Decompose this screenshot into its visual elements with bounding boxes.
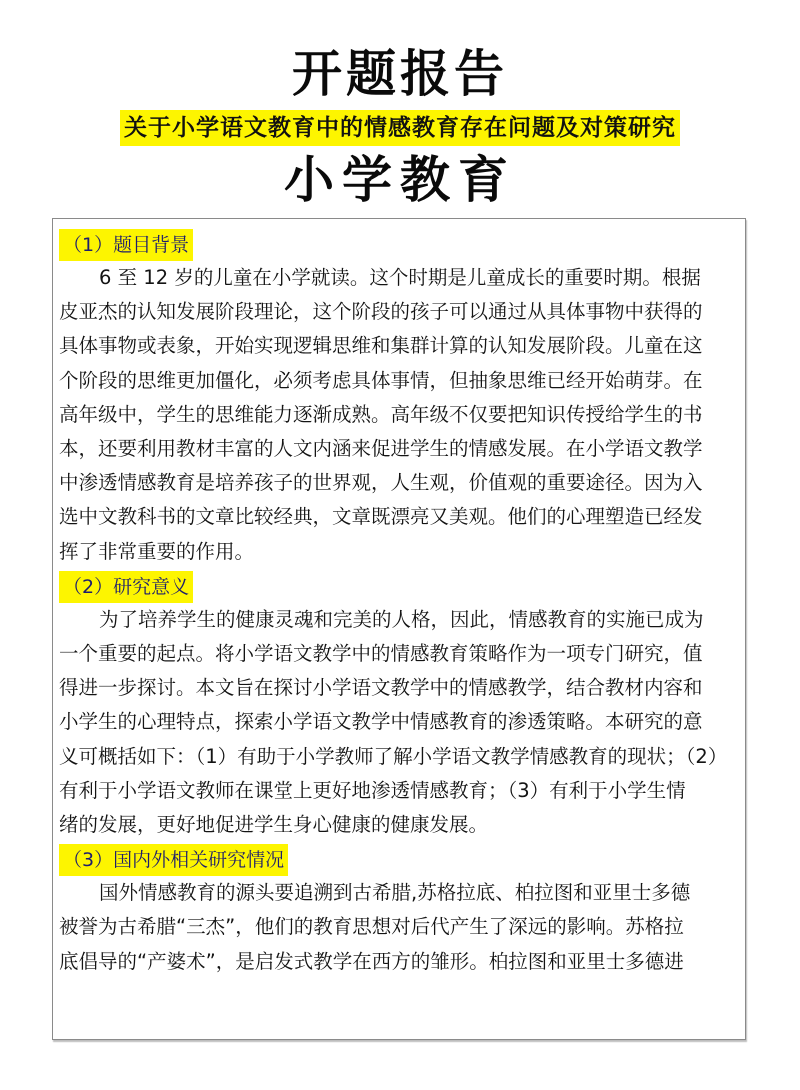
text-line: 小学生的心理特点，探索小学语文教学中情感教育的渗透策略。本研究的意 xyxy=(59,710,703,734)
text-line: 义可概括如下：（1）有助于小学教师了解小学语文教学情感教育的现状；（2） xyxy=(59,744,728,768)
subtitle-container xyxy=(0,110,800,146)
section-related-research xyxy=(59,842,739,979)
report-title: 开题报告 xyxy=(292,44,508,103)
text-line: 为了培养学生的健康灵魂和完美的人格，因此，情感教育的实施已成为 xyxy=(99,607,704,631)
text-line: 高年级中，学生的思维能力逐渐成熟。高年级不仅要把知识传授给学生的书 xyxy=(59,402,703,426)
document-body xyxy=(52,218,746,1040)
text-line: 有利于小学语文教师在课堂上更好地渗透情感教育；（3）有利于小学生情 xyxy=(59,778,686,802)
text-line: 选中文教科书的文章比较经典，文章既漂亮又美观。他们的心理塑造已经发 xyxy=(59,505,703,529)
text-line: 绪的发展，更好地促进学生身心健康的健康发展。 xyxy=(59,813,489,837)
text-line: 6 至 12 岁的儿童在小学就读。这个时期是儿童成长的重要时期。根据 xyxy=(99,266,701,289)
text-line: 中渗透情感教育是培养孩子的世界观，人生观，价值观的重要途径。因为入 xyxy=(59,471,703,495)
text-line: 具体事物或表象，开始实现逻辑思维和集群计算的认知发展阶段。儿童在这 xyxy=(59,334,703,358)
report-category: 小学教育 xyxy=(284,150,516,209)
text-line: 国外情感教育的源头要追溯到古希腊,苏格拉底、柏拉图和亚里士多德 xyxy=(99,881,691,905)
report-subtitle: 关于小学语文教育中的情感教育存在问题及对策研究 xyxy=(120,110,680,146)
text-line: 一个重要的起点。将小学语文教学中的情感教育策略作为一项专门研究，值 xyxy=(59,642,703,666)
section-paragraph xyxy=(59,261,739,569)
section-significance xyxy=(59,569,739,842)
section-heading: （1）题目背景 xyxy=(59,229,193,261)
section-background xyxy=(59,227,739,569)
text-line: 个阶段的思维更加僵化，必须考虑具体事情，但抽象思维已经开始萌芽。在 xyxy=(59,368,703,392)
text-line: 底倡导的“产婆术”，是启发式教学在西方的雏形。柏拉图和亚里士多德进 xyxy=(59,949,684,973)
text-line: 被誉为古希腊“三杰”，他们的教育思想对后代产生了深远的影响。苏格拉 xyxy=(59,915,684,939)
text-line: 本，还要利用教材丰富的人文内涵来促进学生的情感发展。在小学语文教学 xyxy=(59,437,703,461)
text-line: 得进一步探讨。本文旨在探讨小学语文教学中的情感教学，结合教材内容和 xyxy=(59,676,703,700)
section-paragraph xyxy=(59,603,739,842)
text-line: 挥了非常重要的作用。 xyxy=(59,539,255,563)
section-paragraph xyxy=(59,876,739,979)
text-line: 皮亚杰的认知发展阶段理论，这个阶段的孩子可以通过从具体事物中获得的 xyxy=(59,300,703,324)
section-heading: （2）研究意义 xyxy=(59,571,193,603)
section-heading: （3）国内外相关研究情况 xyxy=(59,844,288,876)
